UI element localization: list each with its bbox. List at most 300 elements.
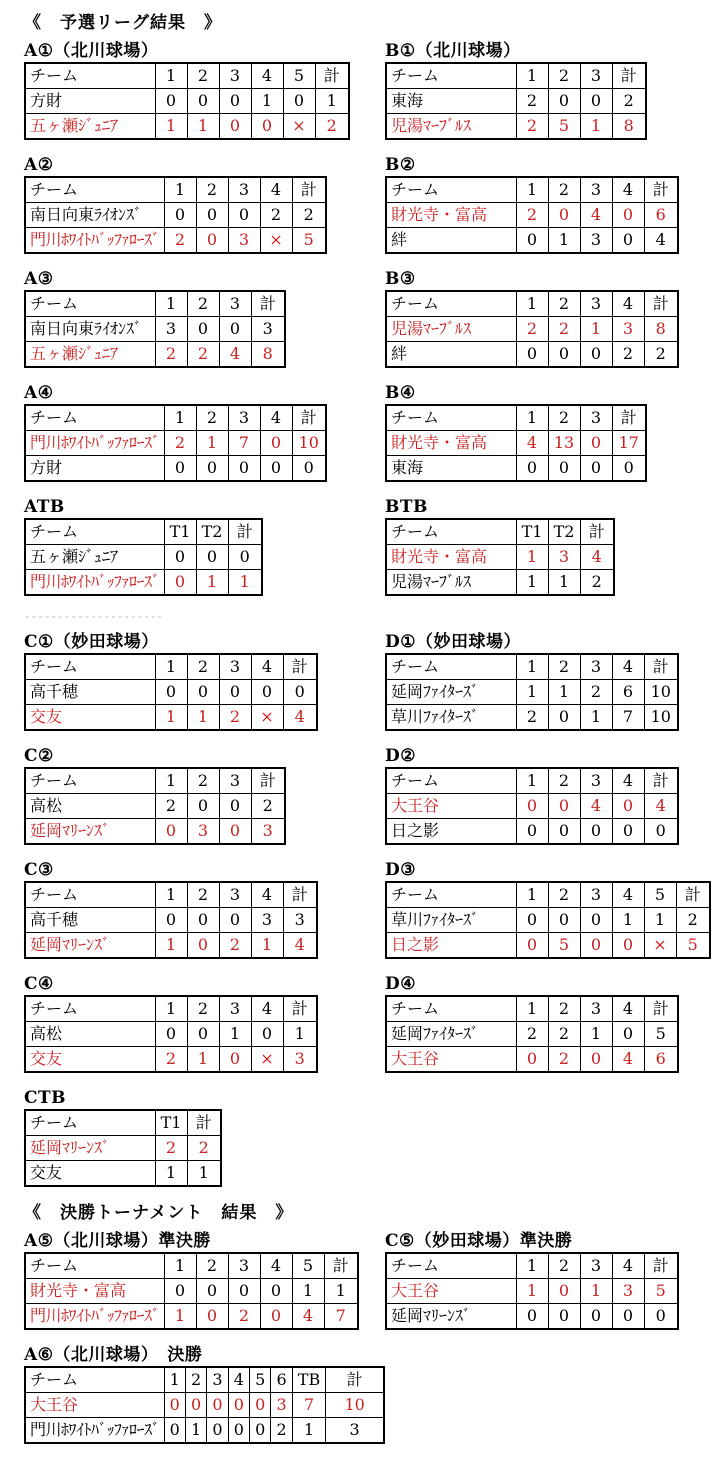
left-column-slot [24, 1345, 385, 1444]
game-block-A6 [24, 1345, 385, 1444]
team-name-cell: 絆 [386, 228, 516, 254]
total-score-cell: 4 [283, 933, 317, 959]
inning-score-cell: 0 [250, 1393, 271, 1418]
inning-column-header: 3 [228, 405, 260, 431]
team-column-header: チーム [386, 63, 516, 89]
inning-column-header: 2 [548, 177, 580, 203]
team-name-cell: 延岡ﾌｧｲﾀｰｽﾞ [386, 1022, 516, 1047]
team-column-header: チーム [25, 1367, 164, 1393]
inning-column-header: 4 [228, 1367, 249, 1393]
inning-score-cell: 3 [155, 317, 187, 342]
team-row [25, 933, 317, 959]
score-table-A2 [24, 176, 327, 254]
table-pair-row [24, 632, 720, 731]
game-block-B4 [385, 383, 720, 482]
team-name-cell: 高松 [25, 1022, 155, 1047]
total-score-cell: 1 [315, 89, 349, 114]
total-column-header: 計 [644, 1253, 678, 1279]
inning-score-cell: 4 [580, 203, 612, 228]
inning-score-cell: 0 [612, 203, 644, 228]
score-table-A4 [24, 404, 327, 482]
inning-score-cell: 0 [219, 680, 251, 705]
inning-score-cell: 1 [516, 1279, 548, 1304]
left-column-slot [24, 860, 385, 959]
game-block-A2 [24, 155, 385, 254]
total-score-cell: 2 [580, 570, 614, 596]
team-name-cell: 大王谷 [386, 1279, 516, 1304]
inning-score-cell: 3 [612, 1279, 644, 1304]
team-name-cell: 大王谷 [386, 1047, 516, 1073]
score-table-C1 [24, 653, 318, 731]
game-block-B1 [385, 41, 720, 140]
team-row [386, 680, 678, 705]
header-row [25, 654, 317, 680]
inning-score-cell: × [260, 228, 292, 254]
team-column-header: チーム [25, 996, 155, 1022]
total-column-header: 計 [251, 768, 285, 794]
inning-score-cell: 0 [228, 1418, 249, 1444]
total-column-header: 計 [324, 1253, 358, 1279]
game-label: B③ [385, 269, 416, 289]
inning-score-cell: 1 [580, 1022, 612, 1047]
inning-column-header: 2 [548, 405, 580, 431]
game-block-D1 [385, 632, 720, 731]
section-title: 《 決勝トーナメント 結果 》 [24, 1203, 294, 1223]
total-score-cell: 2 [187, 1136, 221, 1161]
score-table-CTB [24, 1109, 222, 1187]
inning-score-cell: 0 [228, 1393, 249, 1418]
inning-score-cell: 0 [260, 1304, 292, 1330]
team-row [386, 1304, 678, 1330]
inning-score-cell: 1 [612, 908, 644, 933]
team-name-cell: 五ヶ瀬ｼﾞｭﾆｱ [25, 545, 164, 570]
table-pair-row [24, 41, 720, 140]
team-row [25, 1161, 221, 1187]
team-row [25, 1418, 384, 1444]
inning-column-header: 3 [580, 996, 612, 1022]
inning-score-cell: 1 [516, 570, 548, 596]
team-row [25, 545, 262, 570]
inning-score-cell: 0 [580, 456, 612, 482]
inning-score-cell: 0 [219, 114, 251, 140]
inning-column-header: 5 [283, 63, 315, 89]
inning-score-cell: 1 [292, 1279, 324, 1304]
inning-column-header: 1 [516, 996, 548, 1022]
total-column-header: 計 [644, 654, 678, 680]
inning-score-cell: 4 [580, 794, 612, 819]
inning-score-cell: 0 [196, 1304, 228, 1330]
inning-column-header: 2 [548, 768, 580, 794]
total-score-cell: 3 [251, 819, 285, 845]
team-name-cell: 交友 [25, 1047, 155, 1073]
total-score-cell: 0 [228, 545, 262, 570]
inning-column-header: 4 [260, 405, 292, 431]
inning-score-cell: 3 [612, 317, 644, 342]
total-column-header: 計 [283, 996, 317, 1022]
game-label: A①（北川球場） [24, 41, 159, 61]
team-name-cell: 日之影 [386, 933, 516, 959]
right-column-slot [385, 1231, 720, 1330]
team-column-header: チーム [386, 654, 516, 680]
inning-column-header: 2 [196, 1253, 228, 1279]
game-label: A② [24, 155, 54, 175]
table-pair-row [24, 1231, 720, 1330]
inning-column-header: 1 [516, 63, 548, 89]
inning-column-header: 3 [219, 996, 251, 1022]
inning-column-header: 3 [228, 177, 260, 203]
inning-score-cell: 0 [164, 1418, 185, 1444]
inning-column-header: T2 [196, 519, 228, 545]
inning-column-header: 3 [580, 177, 612, 203]
header-row [386, 1253, 678, 1279]
inning-column-header: 2 [548, 654, 580, 680]
inning-column-header: 1 [516, 177, 548, 203]
total-score-cell: 3 [283, 1047, 317, 1073]
team-name-cell: 高千穂 [25, 680, 155, 705]
inning-column-header: T1 [164, 519, 196, 545]
game-label: A④ [24, 383, 54, 403]
inning-column-header: 4 [612, 882, 644, 908]
inning-score-cell: 6 [612, 680, 644, 705]
inning-column-header: 3 [580, 405, 612, 431]
inning-column-header: 1 [516, 405, 548, 431]
team-row [386, 570, 614, 596]
team-name-cell: 門川ﾎﾜｲﾄﾊﾞｯﾌｧﾛｰｽﾞ [25, 1418, 164, 1444]
game-label: BTB [385, 497, 428, 517]
inning-column-header: 1 [164, 177, 196, 203]
inning-score-cell: × [251, 705, 283, 731]
team-name-cell: 五ヶ瀬ｼﾞｭﾆｱ [25, 114, 155, 140]
inning-column-header: 5 [644, 882, 676, 908]
header-row [386, 63, 646, 89]
total-column-header: 計 [644, 291, 678, 317]
score-table-A3 [24, 290, 286, 368]
team-column-header: チーム [25, 63, 155, 89]
inning-column-header: 4 [612, 1253, 644, 1279]
game-label: C①（妙田球場） [24, 632, 159, 652]
team-row [386, 203, 678, 228]
inning-score-cell: 2 [155, 1136, 187, 1161]
inning-score-cell: 1 [292, 1418, 326, 1444]
team-name-cell: 大王谷 [25, 1393, 164, 1418]
inning-score-cell: 1 [580, 1279, 612, 1304]
team-column-header: チーム [25, 291, 155, 317]
inning-score-cell: 0 [260, 431, 292, 456]
inning-score-cell: 1 [187, 114, 219, 140]
inning-column-header: 3 [580, 654, 612, 680]
total-score-cell: 4 [580, 545, 614, 570]
inning-column-header: 2 [187, 654, 219, 680]
team-name-cell: 門川ﾎﾜｲﾄﾊﾞｯﾌｧﾛｰｽﾞ [25, 228, 164, 254]
team-column-header: チーム [386, 882, 516, 908]
inning-score-cell: 5 [548, 114, 580, 140]
game-label: A⑤（北川球場）準決勝 [24, 1231, 211, 1251]
inning-score-cell: 0 [548, 456, 580, 482]
inning-score-cell: 2 [516, 114, 548, 140]
total-score-cell: 0 [612, 456, 646, 482]
table-pair-row [24, 383, 720, 482]
inning-score-cell: 0 [228, 456, 260, 482]
game-label: D③ [385, 860, 416, 880]
inning-score-cell: 0 [155, 908, 187, 933]
inning-column-header: 2 [548, 291, 580, 317]
table-pair-row [24, 1345, 720, 1444]
header-row [25, 291, 285, 317]
inning-column-header: 1 [516, 291, 548, 317]
game-block-A5 [24, 1231, 385, 1330]
game-label: A⑥（北川球場） 決勝 [24, 1345, 203, 1365]
total-column-header: 計 [283, 654, 317, 680]
inning-score-cell: 1 [516, 680, 548, 705]
team-name-cell: 財光寺・富高 [386, 203, 516, 228]
inning-column-header: 5 [292, 1253, 324, 1279]
inning-score-cell: 0 [516, 933, 548, 959]
score-table-B1 [385, 62, 647, 140]
inning-score-cell: 1 [580, 317, 612, 342]
game-label: B①（北川球場） [385, 41, 521, 61]
total-score-cell: 0 [644, 1304, 678, 1330]
team-row [25, 89, 349, 114]
inning-score-cell: 0 [516, 456, 548, 482]
inning-score-cell: 0 [548, 1304, 580, 1330]
inning-score-cell: 0 [580, 819, 612, 845]
inning-score-cell: 4 [516, 431, 548, 456]
score-table-A5 [24, 1252, 359, 1330]
team-name-cell: 草川ﾌｧｲﾀｰｽﾞ [386, 705, 516, 731]
total-score-cell: 10 [292, 431, 326, 456]
team-row [386, 317, 678, 342]
game-block-C3 [24, 860, 385, 959]
total-score-cell: 3 [283, 908, 317, 933]
inning-score-cell: 13 [548, 431, 580, 456]
team-row [25, 908, 317, 933]
inning-column-header: 3 [219, 654, 251, 680]
team-column-header: チーム [25, 1110, 155, 1136]
inning-score-cell: 0 [187, 89, 219, 114]
inning-score-cell: 4 [292, 1304, 324, 1330]
inning-column-header: 6 [271, 1367, 292, 1393]
inning-score-cell: 0 [164, 203, 196, 228]
inning-score-cell: 0 [187, 1022, 219, 1047]
inning-score-cell: 1 [251, 89, 283, 114]
inning-score-cell: 0 [580, 908, 612, 933]
header-row [386, 768, 678, 794]
right-column-slot [385, 746, 720, 845]
inning-column-header: 1 [164, 1367, 185, 1393]
score-table-A1 [24, 62, 350, 140]
team-name-cell: 五ヶ瀬ｼﾞｭﾆｱ [25, 342, 155, 368]
inning-score-cell: 2 [548, 1022, 580, 1047]
inning-score-cell: 1 [580, 705, 612, 731]
right-column-slot [385, 497, 720, 596]
inning-score-cell: 0 [580, 1304, 612, 1330]
inning-score-cell: 2 [219, 705, 251, 731]
total-score-cell: 3 [251, 317, 285, 342]
team-name-cell: 大王谷 [386, 794, 516, 819]
inning-score-cell: 3 [271, 1393, 292, 1418]
inning-column-header: 1 [164, 405, 196, 431]
team-column-header: チーム [25, 882, 155, 908]
inning-score-cell: 4 [612, 1047, 644, 1073]
total-score-cell: 5 [292, 228, 326, 254]
inning-score-cell: × [283, 114, 315, 140]
total-score-cell: 5 [644, 1279, 678, 1304]
separator-line: --------------------- [24, 610, 164, 623]
inning-column-header: TB [292, 1367, 326, 1393]
inning-score-cell: 0 [207, 1418, 228, 1444]
inning-score-cell: 0 [164, 545, 196, 570]
total-score-cell: 6 [644, 203, 678, 228]
total-score-cell: 2 [676, 908, 710, 933]
game-label: D①（妙田球場） [385, 632, 521, 652]
inning-score-cell: 0 [164, 456, 196, 482]
inning-score-cell: 1 [155, 705, 187, 731]
header-row [25, 405, 326, 431]
team-name-cell: 交友 [25, 1161, 155, 1187]
game-block-ATB [24, 497, 385, 596]
right-column-slot [385, 269, 720, 368]
total-column-header: 計 [612, 405, 646, 431]
inning-column-header: 3 [219, 291, 251, 317]
team-column-header: チーム [386, 1253, 516, 1279]
right-column-slot [385, 41, 720, 140]
inning-column-header: 4 [251, 996, 283, 1022]
team-name-cell: 延岡ﾏﾘｰﾝｽﾞ [25, 1136, 155, 1161]
inning-score-cell: 2 [187, 342, 219, 368]
inning-column-header: 1 [516, 882, 548, 908]
inning-score-cell: 2 [155, 342, 187, 368]
team-row [25, 431, 326, 456]
team-column-header: チーム [386, 996, 516, 1022]
team-row [386, 545, 614, 570]
team-column-header: チーム [25, 405, 164, 431]
team-name-cell: 交友 [25, 705, 155, 731]
total-score-cell: 4 [644, 228, 678, 254]
inning-score-cell: 0 [187, 908, 219, 933]
inning-column-header: T2 [548, 519, 580, 545]
inning-column-header: 3 [219, 768, 251, 794]
score-table-B2 [385, 176, 679, 254]
total-score-cell: 17 [612, 431, 646, 456]
inning-column-header: 2 [187, 291, 219, 317]
team-name-cell: 高千穂 [25, 908, 155, 933]
inning-score-cell: 1 [155, 933, 187, 959]
header-row [25, 1253, 358, 1279]
inning-column-header: 1 [516, 1253, 548, 1279]
team-name-cell: 方財 [25, 456, 164, 482]
right-column-slot [385, 860, 720, 959]
header-row [386, 405, 646, 431]
inning-score-cell: 2 [228, 1304, 260, 1330]
team-name-cell: 児湯ﾏｰﾌﾞﾙｽ [386, 317, 516, 342]
table-pair-row [24, 974, 720, 1073]
team-row [386, 342, 678, 368]
left-column-slot [24, 269, 385, 368]
right-column-slot [385, 383, 720, 482]
game-block-D4 [385, 974, 720, 1073]
inning-score-cell: 4 [219, 342, 251, 368]
team-column-header: チーム [25, 654, 155, 680]
inning-score-cell: 0 [164, 570, 196, 596]
inning-column-header: 4 [251, 63, 283, 89]
inning-score-cell: 2 [164, 228, 196, 254]
inning-score-cell: 0 [516, 1304, 548, 1330]
right-column-slot [385, 974, 720, 1073]
team-name-cell: 児湯ﾏｰﾌﾞﾙｽ [386, 114, 516, 140]
team-name-cell: 延岡ﾌｧｲﾀｰｽﾞ [386, 680, 516, 705]
team-name-cell: 日之影 [386, 819, 516, 845]
game-block-A4 [24, 383, 385, 482]
header-row [25, 519, 262, 545]
score-table-C5 [385, 1252, 679, 1330]
inning-score-cell: 0 [580, 933, 612, 959]
team-name-cell: 門川ﾎﾜｲﾄﾊﾞｯﾌｧﾛｰｽﾞ [25, 1304, 164, 1330]
inning-score-cell: 0 [251, 114, 283, 140]
team-row [25, 203, 326, 228]
inning-column-header: 1 [155, 996, 187, 1022]
game-block-BTB [385, 497, 720, 596]
team-row [386, 228, 678, 254]
header-row [25, 768, 285, 794]
inning-column-header: 3 [228, 1253, 260, 1279]
inning-column-header: 4 [612, 768, 644, 794]
total-score-cell: 4 [644, 794, 678, 819]
inning-score-cell: 2 [271, 1418, 292, 1444]
score-table-D3 [385, 881, 711, 959]
left-column-slot [24, 1088, 385, 1187]
team-row [386, 431, 646, 456]
game-label: B② [385, 155, 416, 175]
team-name-cell: 東海 [386, 89, 516, 114]
inning-column-header: 2 [196, 405, 228, 431]
total-score-cell: 3 [326, 1418, 384, 1444]
inning-score-cell: 0 [612, 933, 644, 959]
total-score-cell: 2 [251, 794, 285, 819]
team-name-cell: 方財 [25, 89, 155, 114]
team-row [25, 456, 326, 482]
inning-score-cell: 0 [228, 203, 260, 228]
team-row [25, 1393, 384, 1418]
inning-score-cell: 0 [516, 794, 548, 819]
total-score-cell: 2 [315, 114, 349, 140]
total-score-cell: 1 [228, 570, 262, 596]
inning-score-cell: 0 [187, 794, 219, 819]
inning-column-header: 4 [251, 882, 283, 908]
score-table-C4 [24, 995, 318, 1073]
left-column-slot [24, 383, 385, 482]
inning-score-cell: 0 [516, 819, 548, 845]
score-table-C3 [24, 881, 318, 959]
inning-score-cell: 3 [251, 908, 283, 933]
inning-score-cell: 0 [548, 342, 580, 368]
team-row [25, 570, 262, 596]
total-score-cell: 7 [324, 1304, 358, 1330]
inning-score-cell: 0 [196, 456, 228, 482]
inning-score-cell: 0 [196, 545, 228, 570]
inning-score-cell: 3 [187, 819, 219, 845]
team-name-cell: 門川ﾎﾜｲﾄﾊﾞｯﾌｧﾛｰｽﾞ [25, 570, 164, 596]
total-score-cell: 2 [292, 203, 326, 228]
inning-column-header: 1 [155, 768, 187, 794]
inning-score-cell: 1 [196, 570, 228, 596]
inning-column-header: 4 [260, 1253, 292, 1279]
team-column-header: チーム [25, 177, 164, 203]
header-row [25, 1367, 384, 1393]
header-row [386, 519, 614, 545]
team-row [386, 1279, 678, 1304]
inning-score-cell: 0 [612, 794, 644, 819]
inning-column-header: 3 [219, 882, 251, 908]
